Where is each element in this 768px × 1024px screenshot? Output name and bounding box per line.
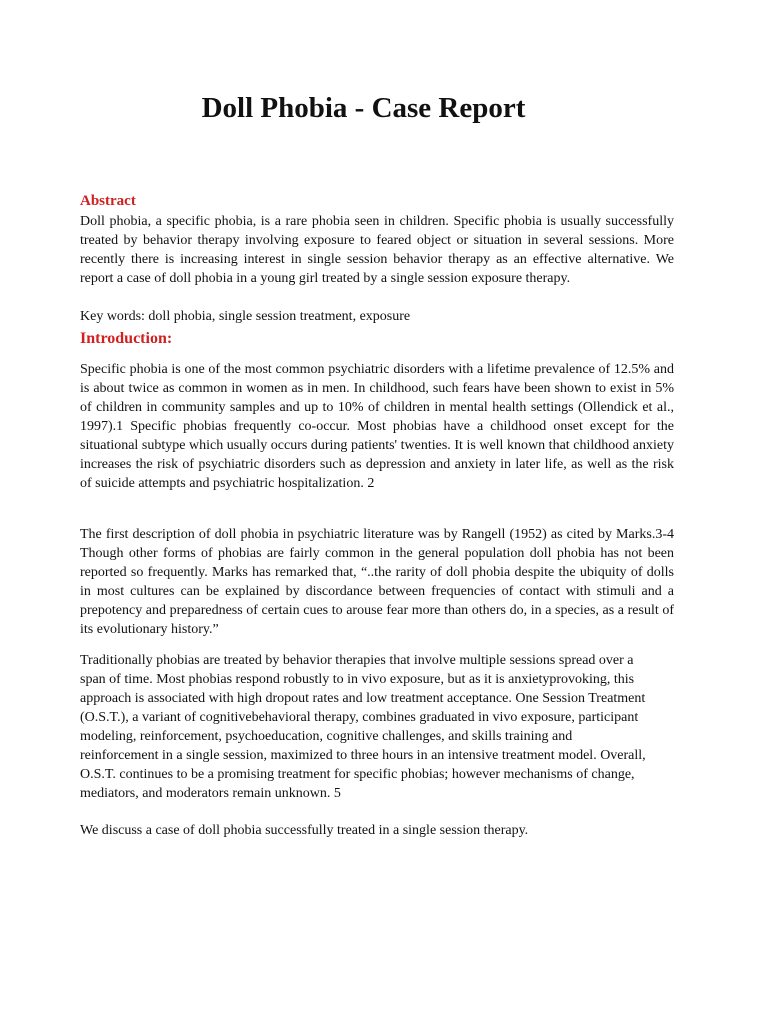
introduction-paragraph-2: The first description of doll phobia in psychiatric literature was by Rangell (1952) as cited by Marks.3-4 Though other forms of phobias are fairly common in the general population doll phobia has not been reported so frequently. Marks has remarked that, “..the rarity of doll phobia despite the ubiquity of dolls in most cultures can be explained by discordance between frequencies of contact with stimuli and a prepotency and preparedness of certain cues to arouse fear more than others do, in a species, as a result of its evolutionary history.”	[80, 527, 674, 637]
introduction-paragraph-1: Specific phobia is one of the most common psychiatric disorders with a lifetime prevalence of 12.5% and is about twice as common in women as in men. In childhood, such fears have been shown to exist in 5% of children in community samples and up to 10% of children in mental health settings (Ollendick et al., 1997).1 Specific phobias frequently co-occur. Most phobias have a childhood onset except for the situational subtype which usually occurs during patients' twenties. It is well known that childhood anxiety increases the risk of psychiatric disorders such as depression and anxiety in later life, as well as the risk of suicide attempts and psychiatric hospitalization. 2	[80, 362, 674, 491]
document-title: Doll Phobia - Case Report	[201, 92, 526, 124]
abstract-text: Doll phobia, a specific phobia, is a rare phobia seen in children. Specific phobia is usually successfully treated by behavior therapy involving exposure to feared object or situation in several sessions. More recently there is increasing interest in single session behavior therapy as an effective alternative. We report a case of doll phobia in a young girl treated by a single session exposure therapy.	[80, 214, 674, 286]
introduction-heading: Introduction:	[80, 330, 173, 347]
introduction-paragraph-3: Traditionally phobias are treated by behavior therapies that involve multiple sessions spread over a span of time. Most phobias respond robustly to in vivo exposure, but as it is anxietyprovoking, this approach is associated with high dropout rates and low treatment acceptance. One Session Treatment (O.S.T.), a variant of cognitivebehavioral therapy, combines graduated in vivo exposure, participant modeling, reinforcement, psychoeducation, cognitive challenges, and skills training and reinforcement in a single session, maximized to three hours in an intensive treatment model. Overall, O.S.T. continues to be a promising treatment for specific phobias; however mechanisms of change, mediators, and moderators remain unknown. 5	[80, 653, 646, 801]
introduction-paragraph-4: We discuss a case of doll phobia successfully treated in a single session therapy.	[80, 823, 529, 838]
keywords-line: Key words: doll phobia, single session treatment, exposure	[80, 309, 411, 324]
abstract-heading: Abstract	[80, 193, 136, 209]
